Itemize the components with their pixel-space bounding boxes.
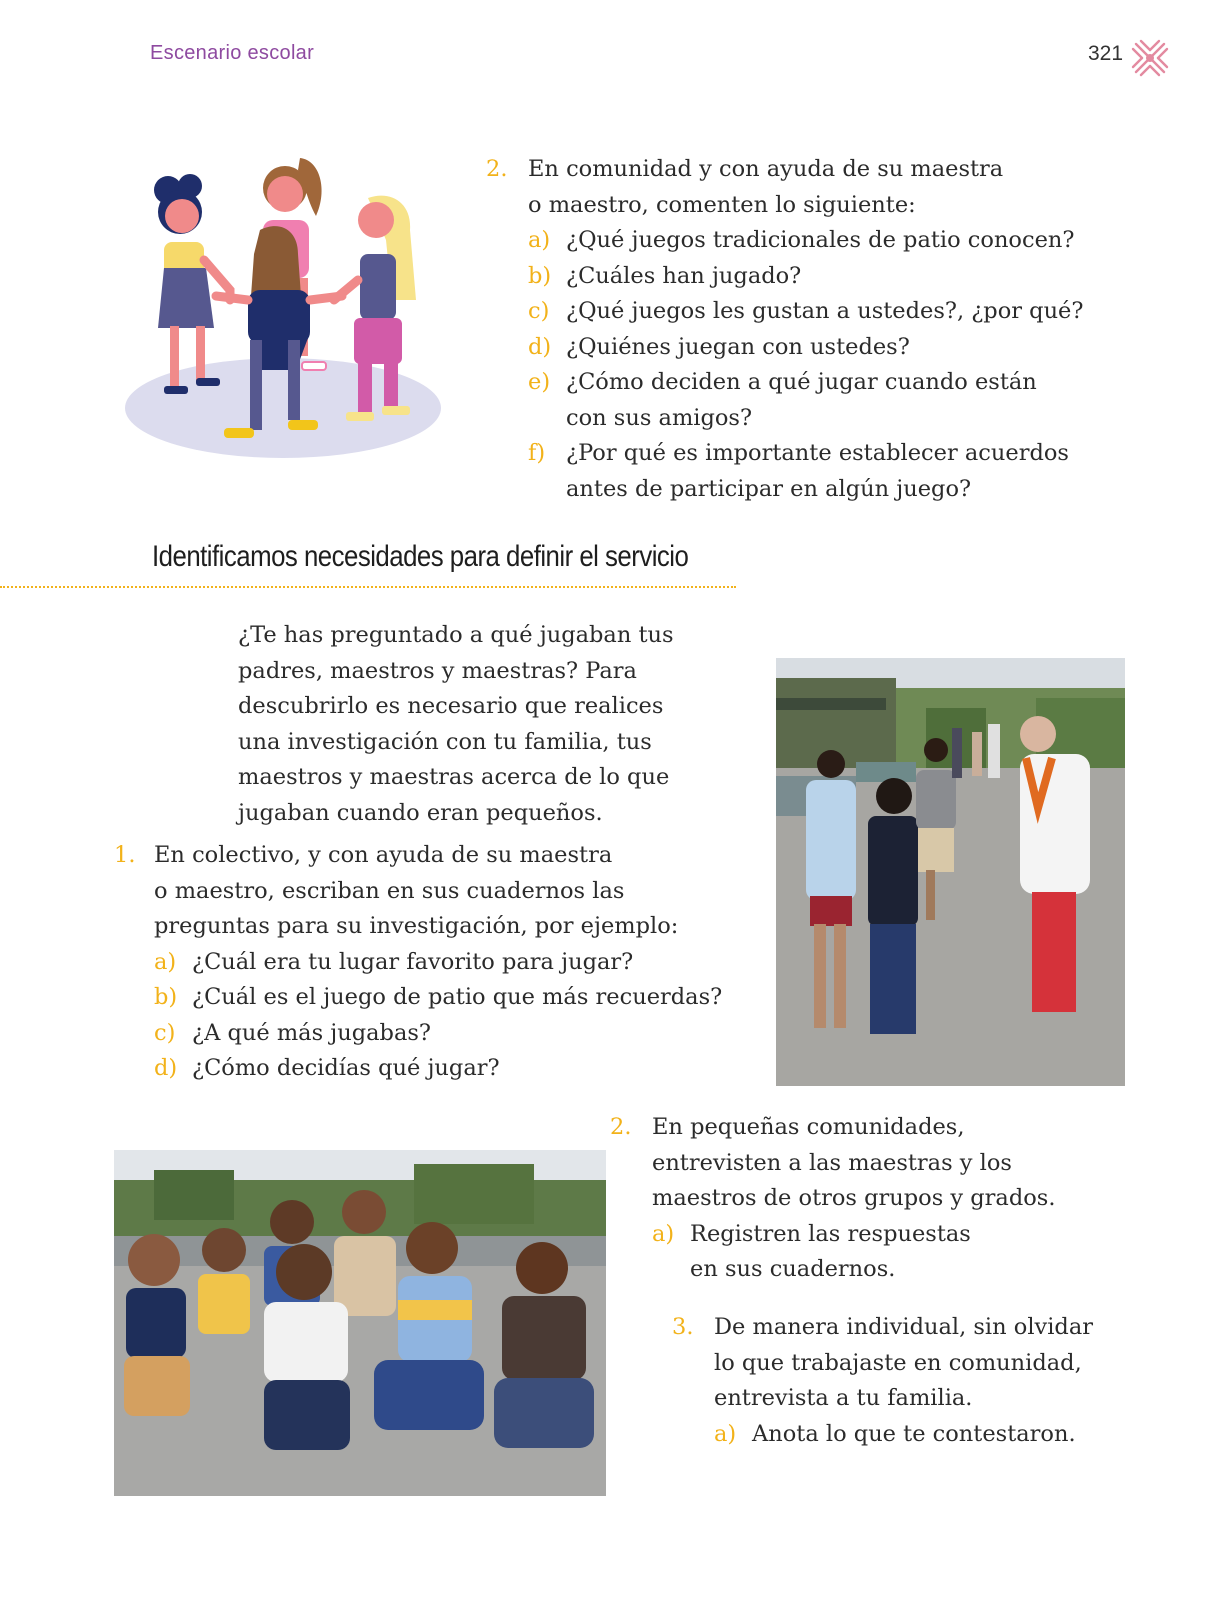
- schoolyard-game-photo: [776, 658, 1125, 1086]
- list-item: e) ¿Cómo deciden a qué jugar cuando están con sus amigos?: [528, 369, 1037, 431]
- heading-divider: [0, 586, 736, 588]
- activity-intro-line: maestros de otros grupos y grados.: [652, 1185, 1056, 1211]
- list-item: a) Anota lo que te contestaron.: [714, 1420, 1076, 1447]
- activity-intro-line: En comunidad y con ayuda de su maestra: [528, 156, 1004, 182]
- list-item: b) ¿Cuáles han jugado?: [528, 262, 802, 289]
- group-boys-photo: [114, 1150, 606, 1496]
- list-item: b) ¿Cuál es el juego de patio que más recuerdas?: [154, 984, 723, 1010]
- activity-intro-line: lo que trabajaste en comunidad,: [714, 1349, 1082, 1376]
- page-number: 321: [1088, 42, 1124, 65]
- children-circle-illustration: [120, 150, 446, 460]
- item-number: 1.: [114, 842, 136, 868]
- list-item: d) ¿Quiénes juegan con ustedes?: [528, 333, 910, 360]
- activity-3: [672, 1310, 1152, 1452]
- activity-1: [114, 838, 774, 1087]
- activity-intro-line: entrevista a tu familia.: [714, 1385, 973, 1411]
- activity-intro-line: De manera individual, sin olvidar: [714, 1314, 1093, 1340]
- list-item: f) ¿Por qué es importante establecer acuerdos antes de participar en algún juego?: [528, 440, 1069, 502]
- list-item: a) Registren las respuestas en sus cuadernos.: [652, 1220, 971, 1282]
- activity-intro-line: En pequeñas comunidades,: [652, 1114, 965, 1140]
- list-item: c) ¿A qué más jugabas?: [154, 1019, 431, 1046]
- section-heading: Identificamos necesidades para definir el servicio: [152, 540, 689, 573]
- activity-intro-line: entrevisten a las maestras y los: [652, 1149, 1012, 1176]
- activity-intro-line: preguntas para su investigación, por ejemplo:: [154, 913, 679, 939]
- activity-intro-line: o maestro, comenten lo siguiente:: [528, 191, 916, 218]
- activity-intro-line: En colectivo, y con ayuda de su maestra: [154, 842, 613, 868]
- item-number: 2.: [610, 1114, 632, 1140]
- intro-paragraph: ¿Te has preguntado a qué jugaban tus padres, maestros y maestras? Para descubrirlo es necesario que realices una investigación con tu familia, tus maestros y maestras acerca de lo que jugaban cuando eran pequeños.: [238, 622, 674, 826]
- item-number: 3.: [672, 1314, 694, 1340]
- list-item: c) ¿Qué juegos les gustan a ustedes?, ¿por qué?: [528, 298, 1084, 324]
- list-item: d) ¿Cómo decidías qué jugar?: [154, 1055, 500, 1081]
- activity-intro-line: o maestro, escriban en sus cuadernos las: [154, 877, 625, 904]
- activity-top: [486, 152, 1146, 507]
- running-header: Escenario escolar: [150, 42, 315, 64]
- activity-2: [610, 1110, 1090, 1288]
- cross-flower-icon: [1130, 38, 1170, 78]
- list-item: a) ¿Qué juegos tradicionales de patio conocen?: [528, 227, 1075, 253]
- item-number: 2.: [486, 156, 508, 182]
- list-item: a) ¿Cuál era tu lugar favorito para jugar?: [154, 948, 634, 975]
